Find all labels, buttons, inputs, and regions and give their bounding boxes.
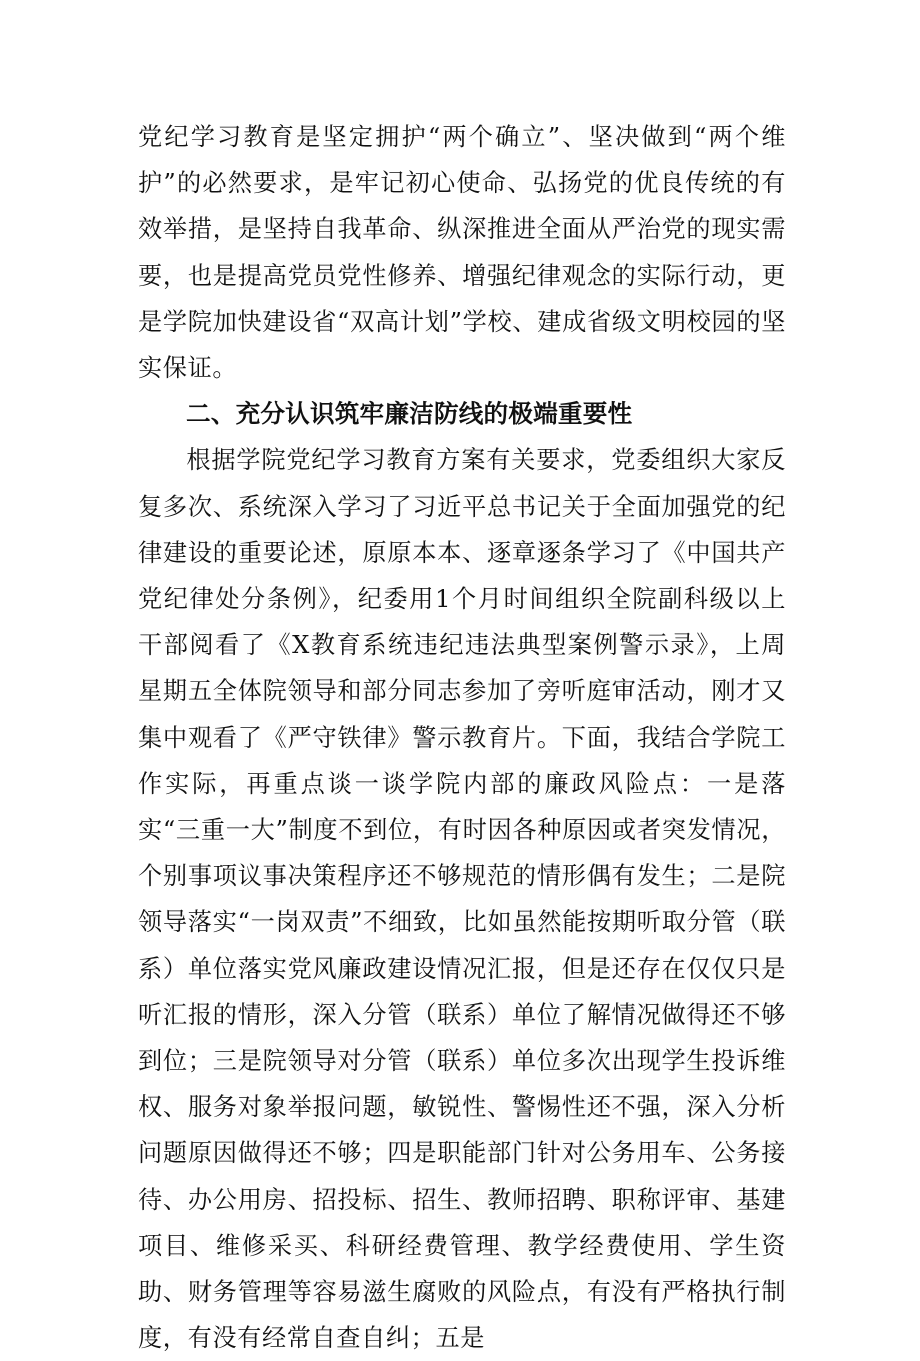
body-paragraph-2: 根据学院党纪学习教育方案有关要求，党委组织大家反复多次、系统深入学习了习近平总书记关于全面加强党的纪律建设的重要论述，原原本本、逐章逐条学习了《中国共产党纪律处分条例》，纪委用1个月时间组织全院副科级以上干部阅看了《X教育系统违纪违法典型案例警示录》，上周星期五全体院领导和部分同志参加了旁听庭审活动，刚才又集中观看了《严守铁律》警示教育片。下面，我结合学院工作实际，再重点谈一谈学院内部的廉政风险点：一是落实“三重一大”制度不到位，有时因各种原因或者突发情况，个别事项议事决策程序还不够规范的情形偶有发生；二是院领导落实“一岗双责”不细致，比如虽然能按期听取分管（联系）单位落实党风廉政建设情况汇报，但是还存在仅仅只是听汇报的情形，深入分管（联系）单位了解情况做得还不够到位；三是院领导对分管（联系）单位多次出现学生投诉维权、服务对象举报问题，敏锐性、警惕性还不强，深入分析问题原因做得还不够；四是职能部门针对公务用车、公务接待、办公用房、招投标、招生、教师招聘、职称评审、基建项目、维修采买、科研经费管理、教学经费使用、学生资助、财务管理等容易滋生腐败的风险点，有没有严格执行制度，有没有经常自查自纠；五是	[138, 446, 786, 1353]
section-heading-2: 二、充分认识筑牢廉洁防线的极端重要性	[186, 399, 633, 429]
document-body	[138, 114, 786, 1361]
body-paragraph-1: 党纪学习教育是坚定拥护“两个确立”、坚决做到“两个维护”的必然要求，是牢记初心使命、弘扬党的优良传统的有效举措，是坚持自我革命、纵深推进全面从严治党的现实需要，也是提高党员党性修养、增强纪律观念的实际行动，更是学院加快建设省“双高计划”学校、建成省级文明校园的坚实保证。	[138, 123, 786, 383]
